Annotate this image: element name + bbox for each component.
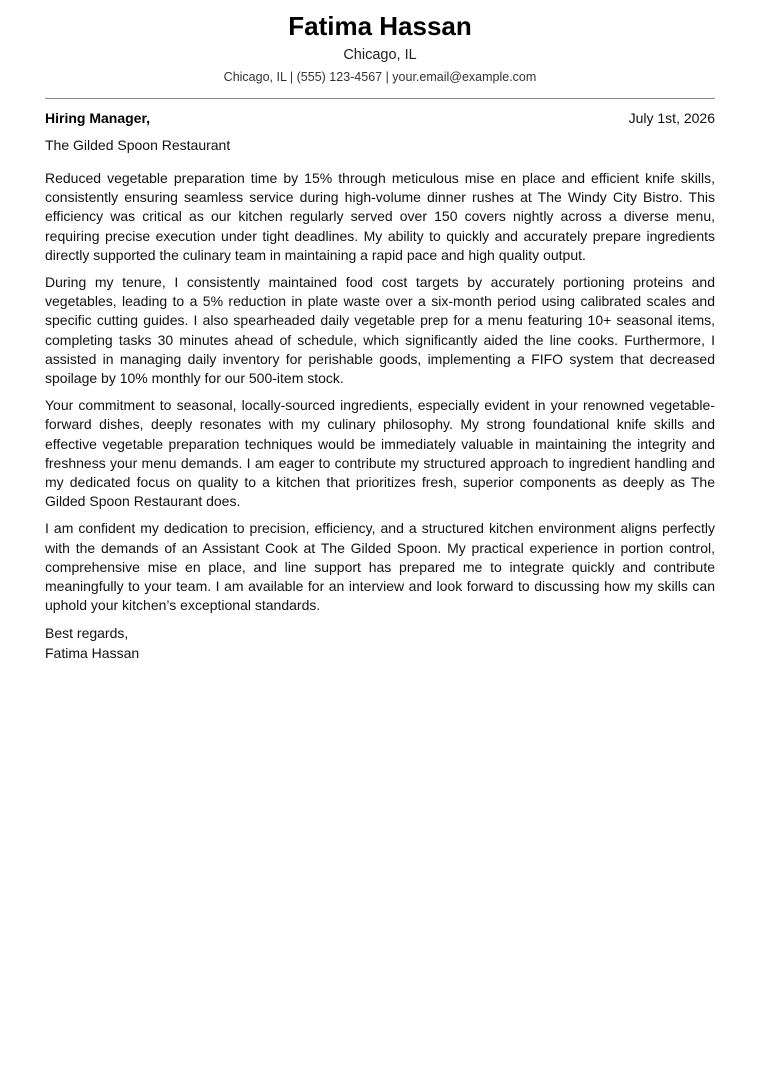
letter-body [45, 169, 715, 615]
recipient-date-row [45, 109, 715, 128]
body-paragraph: I am confident my dedication to precision, efficiency, and a structured kitchen environment aligns perfectly with the demands of an Assistant Cook at The Gilded Spoon. My practical experience in portion control, comprehensive mise en place, and line support has prepared me to integrate quickly and contribute meaningfully to your team. I am available for an interview and look forward to discussing how my skills can uphold your kitchen’s exceptional standards. [45, 520, 715, 614]
applicant-location: Chicago, IL [343, 47, 417, 63]
letter-closing [45, 624, 715, 662]
body-paragraph: Reduced vegetable preparation time by 15% through meticulous mise en place and efficient knife skills, consistently ensuring seamless service during high-volume dinner rushes at The Windy City Bistro. This efficiency was critical as our kitchen regularly served over 150 covers nightly across a diverse menu, requiring precise execution under tight deadlines. My ability to quickly and accurately prepare ingredients directly supported the culinary team in maintaining a rapid pace and high quality output. [45, 170, 715, 263]
header-divider [45, 98, 715, 99]
closing-phrase: Best regards, [45, 625, 129, 642]
body-paragraph: Your commitment to seasonal, locally-sourced ingredients, especially evident in your renowned vegetable-forward dishes, deeply resonates with my culinary philosophy. My strong foundational knife skills and effective vegetable preparation techniques would be immediately valuable in maintaining the integrity and freshness your menu demands. I am eager to contribute my structured approach to ingredient handling and my dedicated focus on quality to a kitchen that prioritizes fresh, superior components as deeply as The Gilded Spoon Restaurant does. [45, 397, 715, 510]
applicant-contact-line: Chicago, IL | (555) 123-4567 | your.email@example.com [223, 70, 537, 84]
recipient-salutation: Hiring Manager, [45, 110, 151, 126]
letter-date: July 1st, 2026 [628, 110, 715, 126]
applicant-name: Fatima Hassan [288, 11, 472, 41]
company-name: The Gilded Spoon Restaurant [45, 137, 231, 153]
signature-name: Fatima Hassan [45, 644, 140, 661]
body-paragraph: During my tenure, I consistently maintained food cost targets by accurately portioning proteins and vegetables, leading to a 5% reduction in plate waste over a six-month period using calibrated scales and specific cutting guides. I also spearheaded daily vegetable prep for a menu featuring 10+ seasonal items, completing tasks 30 minutes ahead of schedule, which significantly aided the line cooks. Furthermore, I assisted in managing daily inventory for perishable goods, implementing a FIFO system that decreased spoilage by 10% monthly for our 500-item stock. [45, 274, 715, 387]
letter-header [45, 10, 715, 86]
